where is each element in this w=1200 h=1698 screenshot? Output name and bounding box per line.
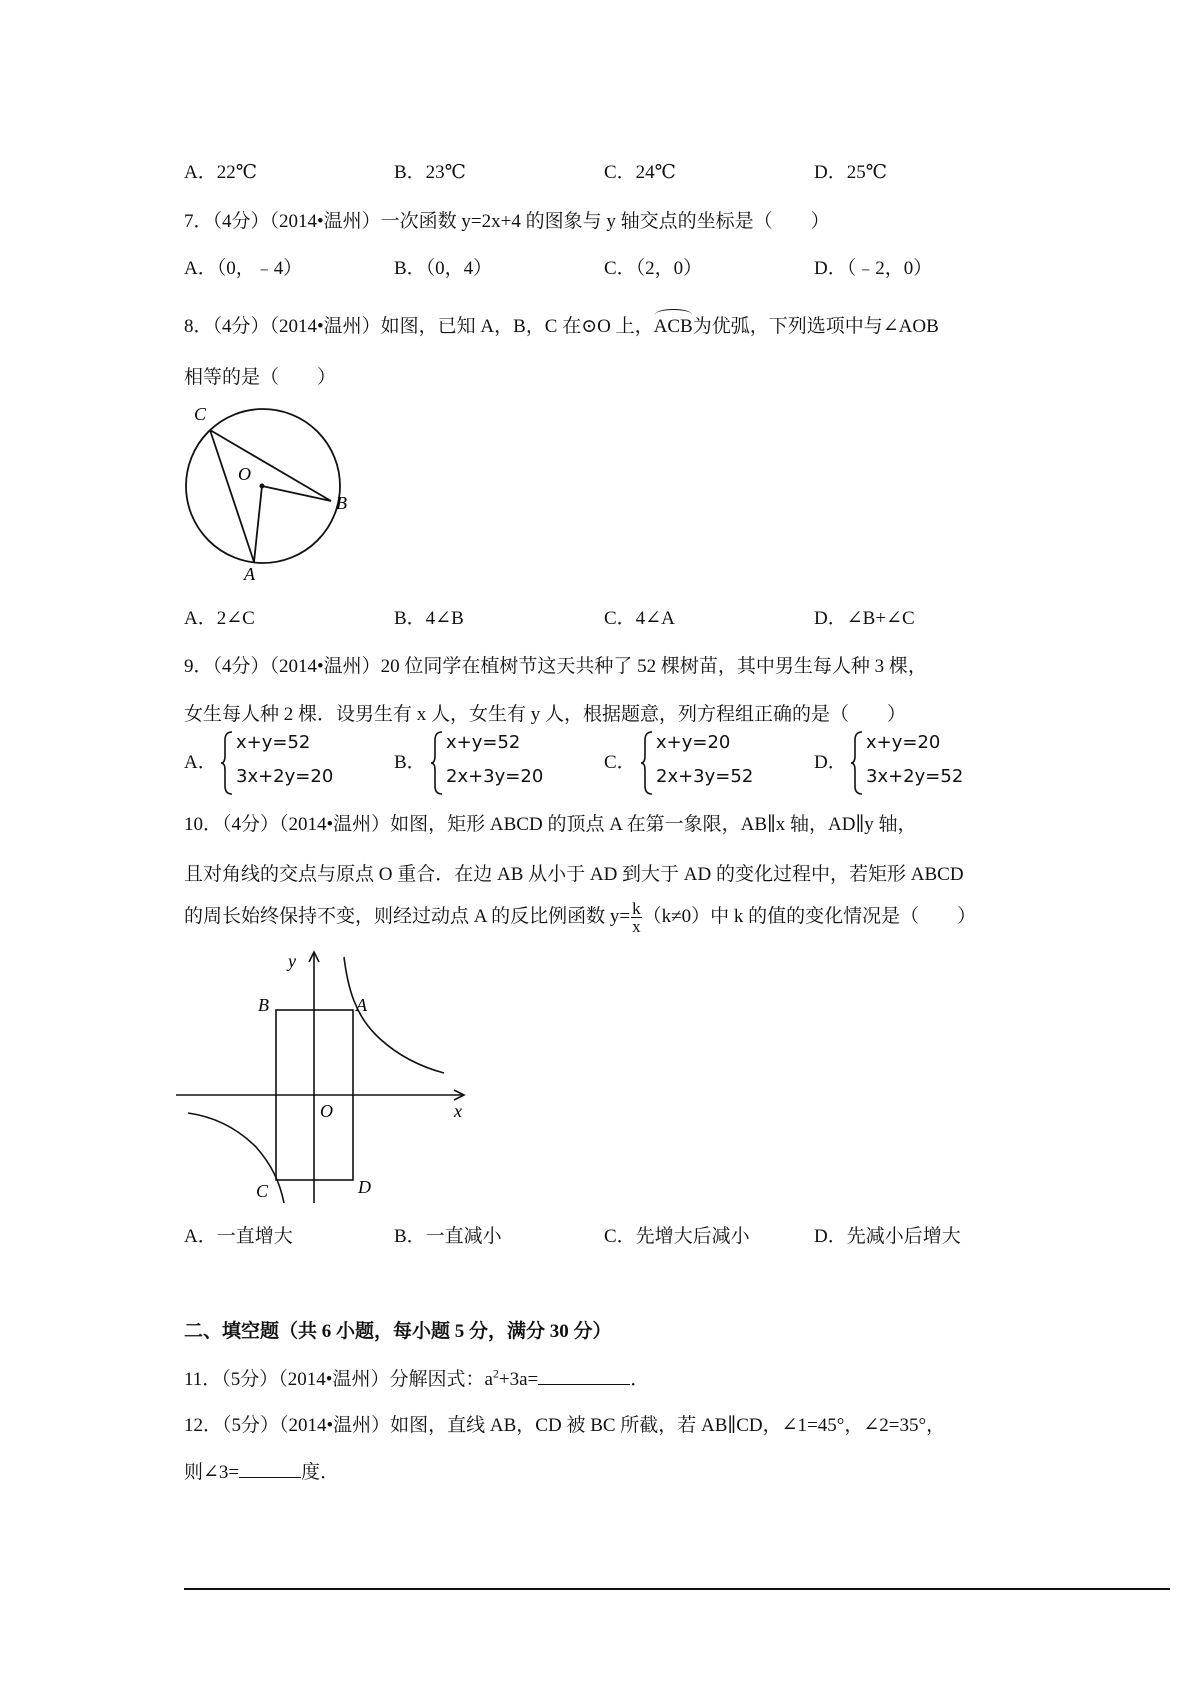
q9-a-eq1: x+y=52	[236, 732, 311, 753]
q8-stem-b: 为优弧，下列选项中与∠AOB	[692, 316, 939, 337]
q9-option-d-system	[850, 730, 1000, 798]
q10-stem-line1: 10．（4分）（2014•温州）如图，矩形 ABCD 的顶点 A 在第一象限，AB∥x 轴，AD∥y 轴，	[184, 814, 917, 835]
q10-fraction	[631, 900, 642, 935]
label-a: A	[244, 564, 255, 584]
q12-stem-line1: 12．（5分）（2014•温州）如图，直线 AB，CD 被 BC 所截，若 AB∥CD，∠1=45°，∠2=35°，	[184, 1415, 946, 1436]
label-c: C	[194, 404, 207, 424]
q12-answer-blank[interactable]	[239, 1459, 301, 1478]
hyperbola-branch-2	[188, 1113, 284, 1203]
q6-option-b: B．23℃	[394, 162, 466, 183]
q10-option-b: B．一直减小	[394, 1226, 502, 1247]
label-b: B	[258, 995, 269, 1015]
chord-cb	[210, 430, 331, 501]
q11-stem-b: +3a=	[498, 1369, 539, 1390]
q12-stem-b1: 则∠3=	[184, 1462, 240, 1483]
q11-superscript: 2	[492, 1366, 499, 1381]
q10-stem-line3	[184, 900, 976, 935]
q9-stem-line2: 女生每人种 2 棵．设男生有 x 人，女生有 y 人，根据题意，列方程组正确的是（ ）	[184, 704, 907, 725]
q11-answer-blank[interactable]	[538, 1366, 630, 1385]
hyperbola-branch-1	[344, 957, 444, 1073]
q9-option-d-label: D．	[814, 752, 847, 773]
q10-stem-c1: 的周长始终保持不变，则经过动点 A 的反比例函数 y=	[184, 905, 631, 927]
q9-a-eq2: 3x+2y=20	[236, 766, 334, 787]
q8-option-b: B．4∠B	[394, 608, 464, 629]
radius-oa	[254, 486, 262, 562]
q9-c-eq2: 2x+3y=52	[656, 766, 754, 787]
label-o: O	[320, 1101, 333, 1121]
q9-option-c-system	[640, 730, 790, 798]
footer-rule	[184, 1588, 1170, 1590]
q9-b-eq2: 2x+3y=20	[446, 766, 544, 787]
q8-stem-line2: 相等的是（ ）	[184, 367, 337, 388]
radius-ob	[262, 486, 331, 501]
q10-stem-line2: 且对角线的交点与原点 O 重合．在边 AB 从小于 AD 到大于 AD 的变化过程中，若矩形 ABCD	[184, 864, 964, 885]
q8-option-d: D．∠B+∠C	[814, 608, 915, 629]
q11-stem-a: 11．（5分）（2014•温州）分解因式：a	[184, 1369, 493, 1390]
q9-b-eq1: x+y=52	[446, 732, 521, 753]
label-d: D	[358, 1177, 371, 1197]
q11-stem-c: ．	[630, 1369, 650, 1390]
q10-option-c: C．先增大后减小	[604, 1226, 750, 1247]
q11-stem	[184, 1364, 649, 1391]
q7-option-d: D．（﹣2，0）	[814, 258, 933, 279]
q9-c-eq1: x+y=20	[656, 732, 731, 753]
q12-stem-line2	[184, 1457, 339, 1484]
q8-arc-acb: ACB	[653, 316, 693, 337]
label-b: B	[336, 493, 347, 513]
q12-stem-b2: 度．	[301, 1462, 340, 1483]
q9-option-b-system	[430, 730, 580, 798]
brace-icon	[640, 730, 654, 796]
q8-stem-a: 8．（4分）（2014•温州）如图，已知 A，B，C 在⊙O 上，	[184, 316, 654, 337]
label-a: A	[356, 995, 367, 1015]
q10-option-d: D．先减小后增大	[814, 1226, 961, 1247]
q9-stem-line1: 9．（4分）（2014•温州）20 位同学在植树节这天共种了 52 棵树苗，其中男生每人种 3 棵，	[184, 656, 927, 677]
q8-option-a: A．2∠C	[184, 608, 255, 629]
brace-icon	[430, 730, 444, 796]
q6-option-d: D．25℃	[814, 162, 887, 183]
q9-option-a-label: A．	[184, 752, 217, 773]
label-o: O	[238, 464, 251, 484]
q7-option-a: A．（0，﹣4）	[184, 258, 303, 279]
q9-option-b-label: B．	[394, 752, 426, 773]
q8-option-c: C．4∠A	[604, 608, 675, 629]
chord-ca	[210, 430, 254, 562]
q8-circle-figure	[176, 400, 361, 585]
center-point	[260, 484, 265, 489]
q8-stem-line1	[184, 311, 939, 338]
q7-stem: 7．（4分）（2014•温州）一次函数 y=2x+4 的图象与 y 轴交点的坐标是（ ）	[184, 211, 830, 232]
q10-rectangle-figure	[176, 945, 476, 1210]
q10-frac-num: k	[632, 899, 641, 918]
q10-frac-den: x	[632, 917, 641, 936]
q9-d-eq1: x+y=20	[866, 732, 941, 753]
brace-icon	[220, 730, 234, 796]
q7-option-c: C．（2，0）	[604, 258, 703, 279]
section-title: 二、填空题（共 6 小题，每小题 5 分，满分 30 分）	[184, 1321, 612, 1342]
q9-option-a-system	[220, 730, 370, 798]
q6-option-a: A．22℃	[184, 162, 257, 183]
q7-option-b: B．（0，4）	[394, 258, 493, 279]
q9-d-eq2: 3x+2y=52	[866, 766, 964, 787]
label-x: x	[454, 1101, 462, 1121]
label-y: y	[288, 951, 296, 971]
q10-stem-c2: （k≠0）中 k 的值的变化情况是（ ）	[642, 905, 977, 927]
q10-option-a: A．一直增大	[184, 1226, 293, 1247]
q9-option-c-label: C．	[604, 752, 636, 773]
q6-option-c: C．24℃	[604, 162, 676, 183]
brace-icon	[850, 730, 864, 796]
label-c: C	[256, 1181, 269, 1201]
